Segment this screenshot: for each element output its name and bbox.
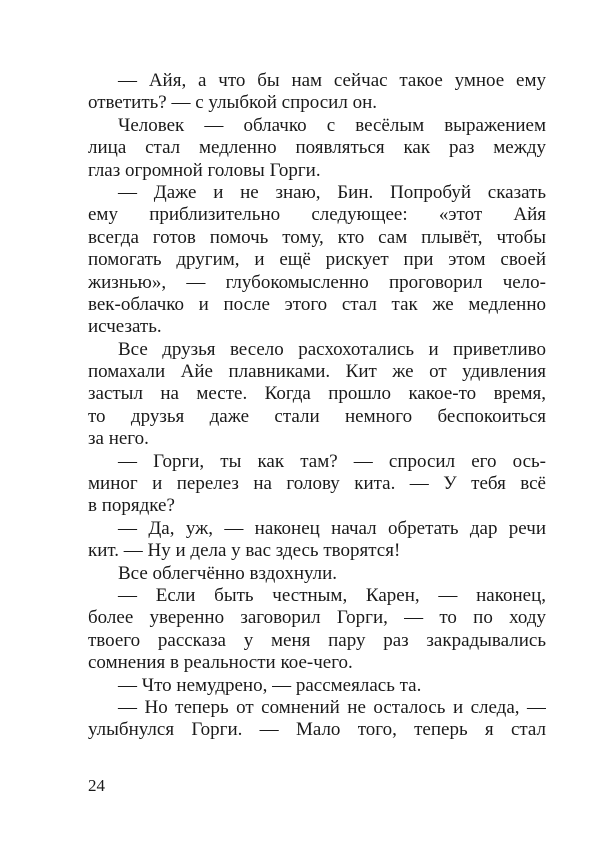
text-line: миног и перелез на голову кита. — У тебя всё — [88, 473, 546, 495]
text-line: помогать другим, и ещё рискует при этом своей — [88, 249, 546, 271]
body-text — [88, 70, 546, 742]
text-line: Человек — облачко с весёлым выражением — [118, 114, 546, 136]
text-line: улыбнулся Горги. — Мало того, теперь я стал — [88, 719, 546, 741]
text-line: ему приблизительно следующее: «этот Айя — [88, 204, 546, 226]
text-line: Все друзья весело расхохотались и приветливо — [118, 338, 546, 360]
text-line: — Да, уж, — наконец начал обретать дар речи — [118, 517, 546, 539]
text-line: твоего рассказа у меня пару раз закрадывались — [88, 629, 546, 651]
text-line: всегда готов помочь тому, кто сам плывёт, чтобы — [88, 226, 546, 248]
text-line: более уверенно заговорил Горги, — то по ходу — [88, 607, 546, 629]
text-line: — Что немудрено, — рассмеялась та. — [118, 674, 422, 696]
page-number: 24 — [88, 776, 105, 795]
text-line: — Но теперь от сомнений не осталось и следа, — — [118, 696, 546, 718]
text-line: то друзья даже стали немного беспокоиться — [88, 405, 546, 427]
text-line: век-облачко и после этого стал так же медленно — [88, 293, 546, 315]
text-line: Все облегчённо вздохнули. — [118, 562, 338, 584]
text-line: глаз огромной головы Горги. — [88, 159, 321, 181]
text-line: за него. — [88, 428, 149, 450]
text-line: — Горги, ты как там? — спросил его ось- — [118, 450, 546, 472]
text-line: сомнения в реальности кое-чего. — [88, 652, 353, 674]
text-line: помахали Айе плавниками. Кит же от удивления — [88, 361, 546, 383]
text-line: лица стал медленно появляться как раз между — [88, 137, 546, 159]
text-line: ответить? — с улыбкой спросил он. — [88, 92, 377, 114]
text-line: исчезать. — [88, 316, 162, 338]
text-line: в порядке? — [88, 495, 175, 517]
text-line: — Даже и не знаю, Бин. Попробуй сказать — [118, 181, 546, 203]
text-line: — Айя, а что бы нам сейчас такое умное ему — [118, 70, 546, 91]
text-line: жизнью», — глубокомысленно проговорил чело- — [88, 271, 546, 293]
text-line: застыл на месте. Когда прошло какое-то время, — [88, 383, 546, 405]
text-line: — Если быть честным, Карен, — наконец, — [118, 584, 546, 606]
text-line: кит. — Ну и дела у вас здесь творятся! — [88, 540, 401, 562]
